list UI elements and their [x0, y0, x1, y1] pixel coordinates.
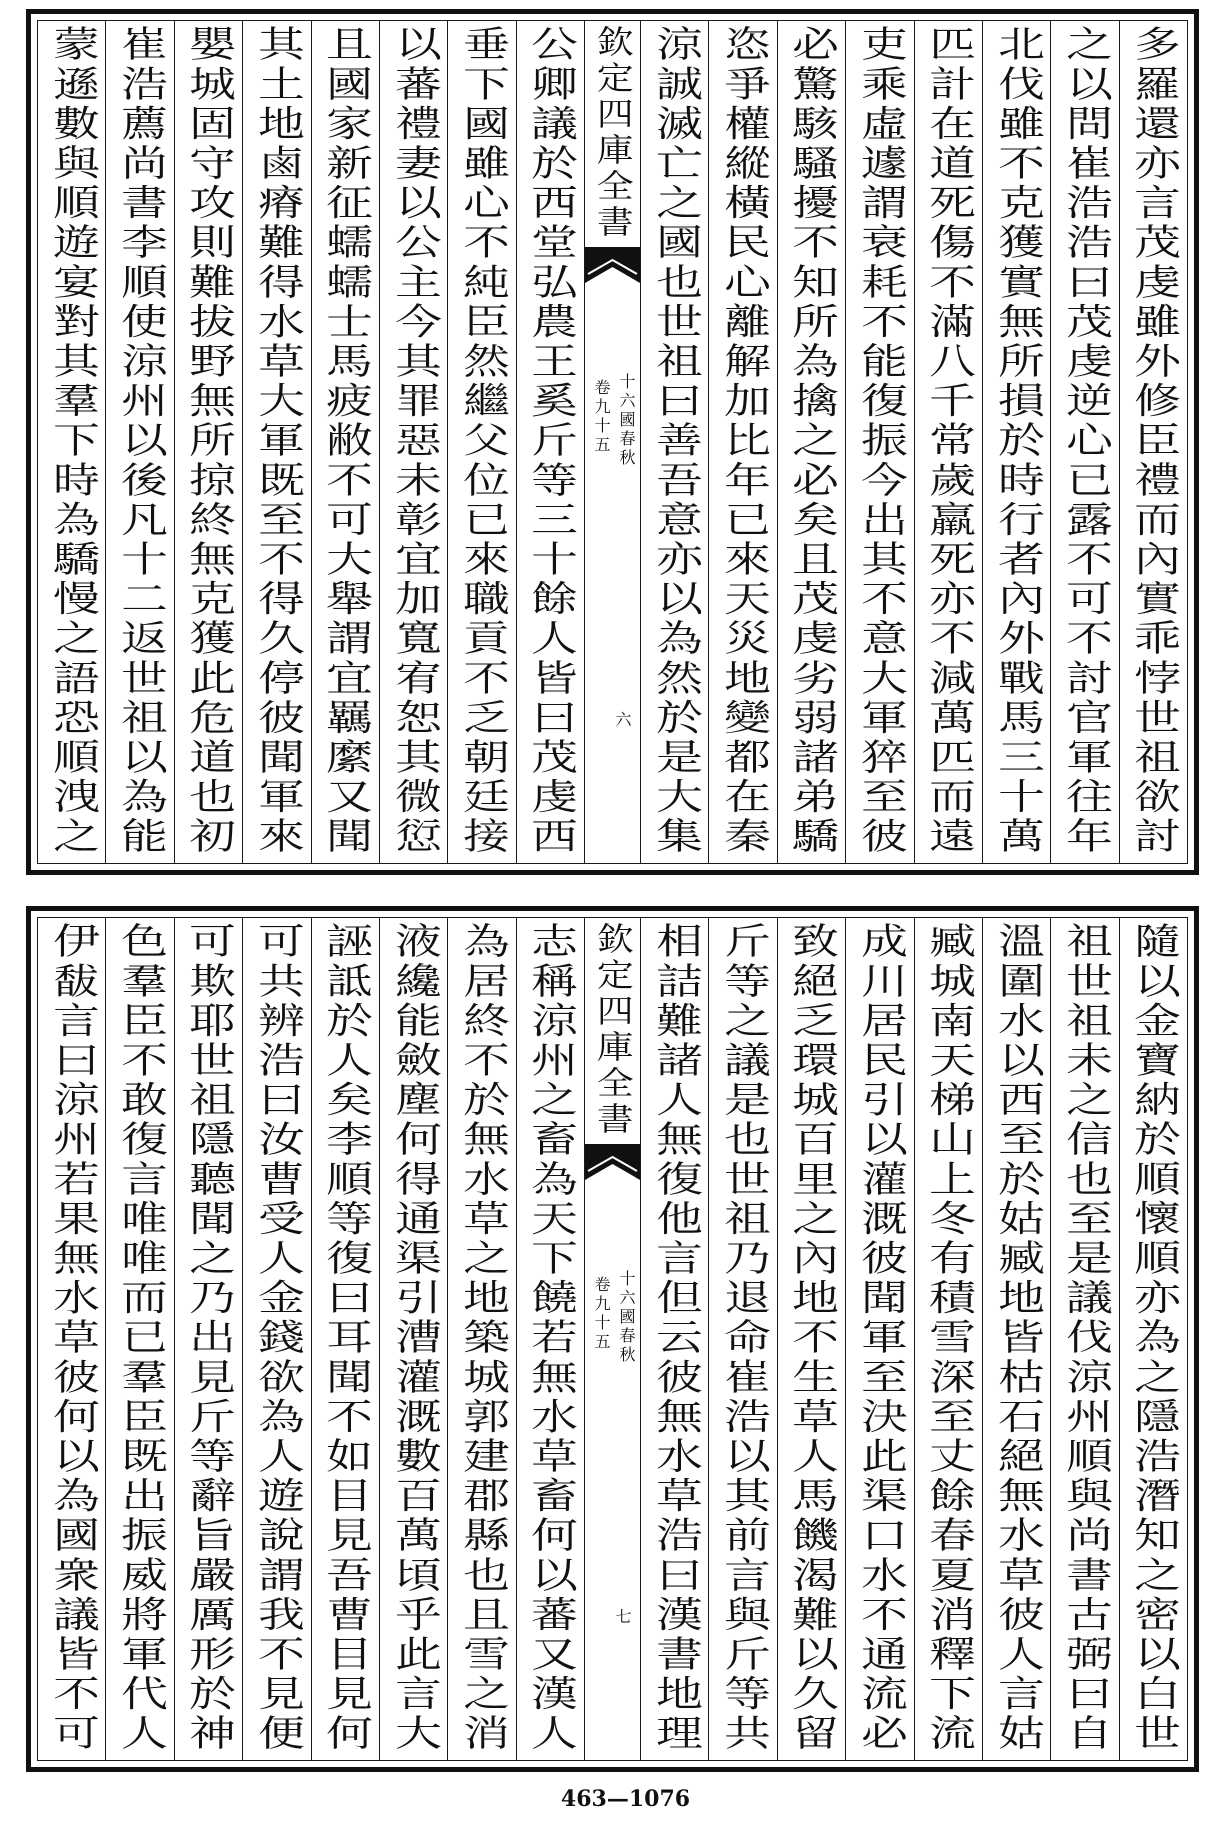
text-column — [845, 21, 913, 863]
text-column — [708, 918, 776, 1760]
juan-number: 卷九十五 — [592, 1276, 611, 1352]
column-text: 成川居民引以灌溉彼聞軍至決此渠口水不通流必 — [853, 922, 908, 1754]
column-text: 北伐雖不克獲實無所損於時行者內外戰馬三十萬 — [990, 25, 1044, 857]
column-text: 色羣臣不敢復言唯唯而已羣臣既出振威將軍代人 — [114, 922, 168, 1754]
column-text: 臧城南天梯山上冬有積雪深至丈餘春夏消釋下流 — [922, 922, 976, 1754]
book-title: 十六國春秋 — [617, 1270, 636, 1365]
leaf-number: 六 — [613, 711, 632, 727]
column-text: 液纔能斂塵何得通渠引漕灌溉數百萬頃乎此言大 — [387, 922, 441, 1754]
column-text: 垂下國雖心不純臣然繼父位已來職貢不乏朝廷接 — [455, 25, 510, 857]
column-text: 崔浩薦尚書李順使涼州以後凡十二返世祖以為能 — [114, 25, 168, 857]
column-text: 可共辨浩曰汝曹受人金錢欲為人遊說謂我不見便 — [250, 922, 305, 1754]
text-column — [640, 918, 708, 1760]
banner-title-wrap — [585, 25, 640, 241]
column-text: 致絕乏環城百里之內地不生草人馬饑渴難以久留 — [785, 922, 839, 1754]
center-column — [584, 918, 640, 1760]
column-text: 相詰難諸人無復他言但云彼無水草浩曰漢書地理 — [648, 922, 702, 1754]
text-column — [516, 918, 584, 1760]
panel-frame — [37, 20, 1188, 864]
center-column — [584, 21, 640, 863]
text-column — [447, 21, 515, 863]
column-text: 斤等之議是也世祖乃退命崔浩以其前言與斤等共 — [717, 922, 771, 1754]
column-text: 其土地鹵瘠難得水草大軍既至不得久停彼聞軍來 — [250, 25, 305, 857]
text-column — [379, 21, 447, 863]
text-column — [311, 21, 379, 863]
column-text: 志稱涼州之畜為天下饒若無水草畜何以蕃又漢人 — [524, 922, 578, 1754]
leaf-number: 七 — [613, 1608, 632, 1624]
fish-tail-icon — [585, 1144, 640, 1182]
column-text: 以蕃禮妻以公主今其罪惡未彰宜加寬宥恕其微愆 — [387, 25, 441, 857]
column-text: 嬰城固守攻則難拔野無所掠終無克獲此危道也初 — [182, 25, 236, 857]
column-text: 溫圍水以西至於姑臧地皆枯石絕無水草彼人言姑 — [990, 922, 1044, 1754]
column-text: 多羅還亦言茂虔雖外修臣禮而內實乖悖世祖欲討 — [1127, 25, 1181, 857]
text-column — [242, 918, 310, 1760]
text-column — [777, 21, 845, 863]
text-column — [38, 918, 105, 1760]
column-text: 為居終不於無水草之地築城郭建郡縣也且雪之消 — [455, 922, 510, 1754]
text-column — [914, 21, 982, 863]
text-column — [174, 21, 242, 863]
text-column — [311, 918, 379, 1760]
text-column — [105, 918, 173, 1760]
column-text: 且國家新征蠕蠕士馬疲敝不可大舉謂宜羈縻又聞 — [319, 25, 373, 857]
column-text: 恣爭權縱橫民心離解加比年已來天災地變都在秦 — [717, 25, 771, 857]
text-column — [105, 21, 173, 863]
text-column — [1119, 21, 1187, 863]
text-column — [242, 21, 310, 863]
column-text: 隨以金寶納於順懷順亦為之隱浩潛知之密以白世 — [1127, 922, 1181, 1754]
column-text: 必驚駭騷擾不知所為擒之必矣且茂虔劣弱諸弟驕 — [785, 25, 839, 857]
column-text: 誣詆於人矣李順等復曰耳聞不如目見吾曹目見何 — [319, 922, 373, 1754]
text-column — [447, 918, 515, 1760]
text-column — [914, 918, 982, 1760]
page-panel-lower — [26, 906, 1199, 1772]
column-text: 祖世祖未之信也至是議伐涼州順與尚書古弼曰自 — [1058, 922, 1113, 1754]
footer-page-ref: 463—1076 — [560, 1786, 691, 1812]
text-column — [982, 918, 1050, 1760]
column-text: 匹計在道死傷不滿八千常歲羸死亦不減萬匹而遠 — [922, 25, 976, 857]
column-text: 涼誠滅亡之國也世祖曰善吾意亦以為然於是大集 — [648, 25, 702, 857]
page-panel-upper — [26, 9, 1199, 875]
text-column — [640, 21, 708, 863]
text-column — [516, 21, 584, 863]
banner-title: 欽定四庫全書 — [590, 922, 635, 1138]
text-column — [982, 21, 1050, 863]
column-text: 之以問崔浩浩曰茂虔逆心已露不可不討官軍往年 — [1058, 25, 1113, 857]
book-title: 十六國春秋 — [617, 373, 636, 468]
text-column — [1119, 918, 1187, 1760]
text-column — [708, 21, 776, 863]
text-column — [379, 918, 447, 1760]
text-column — [174, 918, 242, 1760]
text-column — [1050, 918, 1118, 1760]
juan-number: 卷九十五 — [592, 379, 611, 455]
column-text: 公卿議於西堂弘農王奚斤等三十餘人皆曰茂虔西 — [524, 25, 578, 857]
panel-frame — [37, 917, 1188, 1761]
banner-title-wrap — [585, 922, 640, 1138]
text-column — [845, 918, 913, 1760]
text-column — [38, 21, 105, 863]
fish-tail-icon — [585, 247, 640, 285]
column-text: 可欺耶世祖隱聽聞之乃出見斤等辭旨嚴厲形於神 — [182, 922, 236, 1754]
column-text: 伊馛言曰涼州若果無水草彼何以為國衆議皆不可 — [45, 922, 99, 1754]
column-text: 蒙遜數與順遊宴對其羣下時為驕慢之語恐順洩之 — [45, 25, 99, 857]
text-column — [1050, 21, 1118, 863]
text-column — [777, 918, 845, 1760]
column-text: 吏乘虛遽謂衰耗不能復振今出其不意大軍猝至彼 — [853, 25, 908, 857]
banner-title: 欽定四庫全書 — [590, 25, 635, 241]
